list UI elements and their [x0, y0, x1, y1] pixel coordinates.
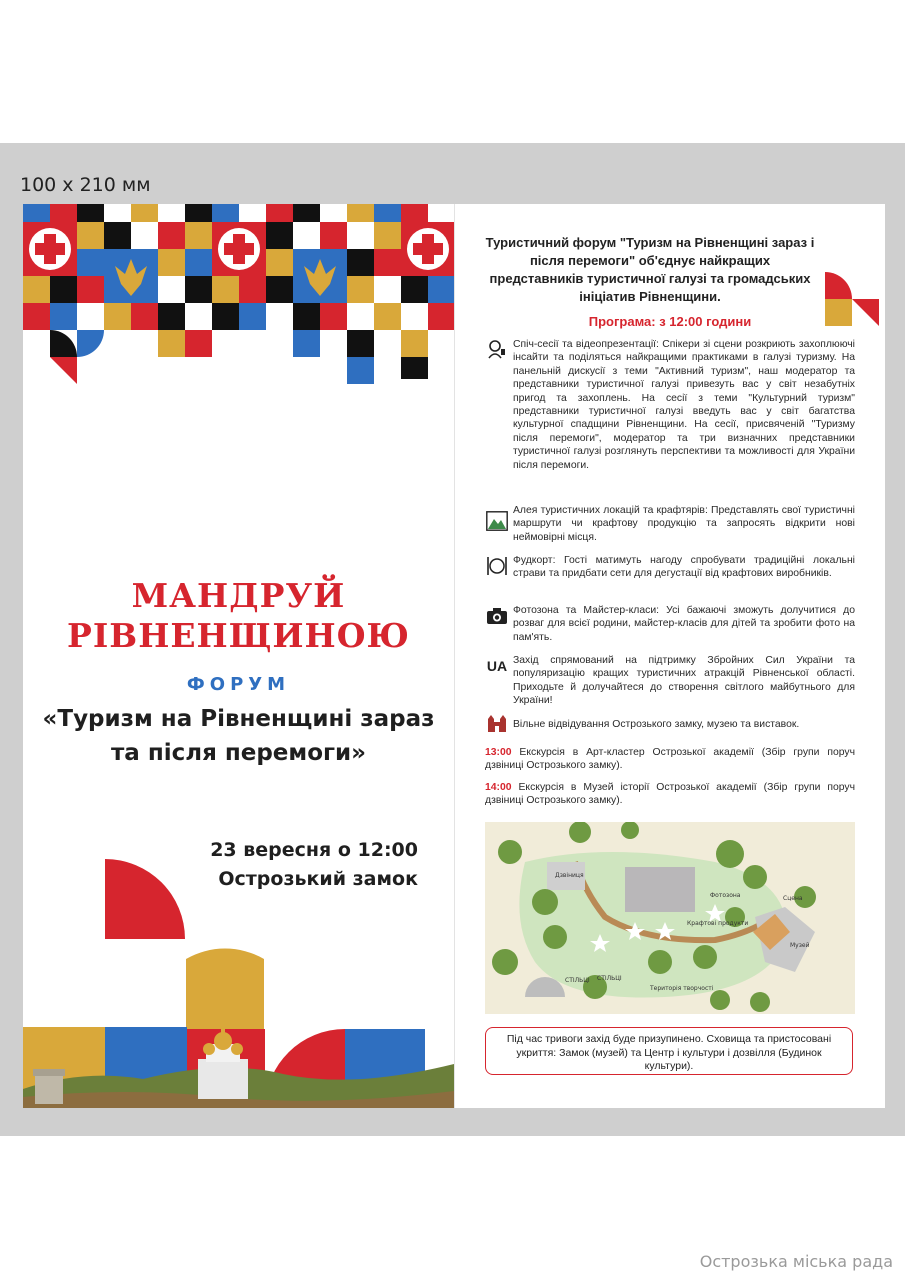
- map-label-museum: Музей: [790, 942, 810, 949]
- camera-icon: [485, 605, 509, 627]
- ua-icon: UA: [486, 658, 508, 674]
- program-item-free-visit: Вільне відвідування Острозького замку, музею та виставок.: [513, 719, 800, 730]
- air-raid-notice: Під час тривоги захід буде призупинено. Сховища та пристосовані укриття: Замок (музей) та Центр і культури і дозвілля (Будинок культури).: [485, 1027, 853, 1075]
- map-label-craft: Крафтові продукти: [687, 920, 749, 927]
- program-item-foodcourt: Фудкорт: Гості матимуть нагоду спробувати традиційні локальні страви та придбати сети для дегустації від крафтових виробників.: [513, 555, 855, 580]
- ornament-pattern: [23, 204, 454, 384]
- flyer-front-panel: [23, 204, 454, 1108]
- brand-line-1: МАНДРУЙ: [131, 576, 346, 615]
- forum-description: Туристичний форум "Туризм на Рівненщині зараз і після перемоги" об'єднує найкращих представників туристичної галузі та громадських ініціатив Рівненщини.: [485, 235, 815, 304]
- excursion-2-time: 14:00: [485, 782, 512, 793]
- source-watermark: Острозька міська рада: [699, 1252, 893, 1271]
- map-label-belfry: Дзвіниця: [555, 872, 584, 879]
- excursion-2-text: Екскурсія в Музей історії Острозької академії (Збір групи поруч дзвіниці Острозького замку).: [485, 782, 855, 807]
- cutlery-icon: [485, 555, 509, 577]
- event-date: 23 вересня о 12:00: [210, 839, 418, 861]
- mountain-icon: [485, 510, 509, 532]
- map-label-photozone: Фотозона: [710, 892, 741, 899]
- castle-icon: [485, 712, 509, 734]
- cross-ornament-2: [212, 222, 266, 276]
- cross-ornament-3: [401, 222, 454, 276]
- map-label-stage: Сцена: [783, 895, 803, 902]
- program-label: Програма: з 12:00 години: [588, 314, 752, 329]
- map-label-tables-1: СТІЛЬЦІ: [565, 977, 590, 984]
- event-map: [485, 822, 855, 1014]
- excursion-1: [485, 746, 855, 773]
- program-item-photozone: Фотозона та Майстер-класи: Усі бажаючі зможуть долучитися до розваг для всієї родини, майстер-класів для дітей та зробити фото на пам'ять.: [513, 605, 855, 643]
- excursion-1-time: 13:00: [485, 747, 512, 758]
- forum-label: ФОРУМ: [186, 674, 291, 695]
- floral-ornament-1: [104, 249, 158, 303]
- program-item-support: Захід спрямований на підтримку Збройних Сил України та популяризацію кращих туристичних атракцій Рівненської області. Приходьте й долучайтеся до створення світлого майбутнього для України!: [513, 655, 855, 707]
- event-title: «Туризм на Рівненщині зараз та після перемоги»: [42, 706, 435, 766]
- cross-ornament-1: [23, 222, 77, 276]
- program-item-craft-alley: Алея туристичних локацій та крафтярів: Представлять свої туристичні маршрути чи крафтову продукцію та запросять відкрити нові неймовірні місця.: [513, 505, 855, 543]
- size-label: 100 х 210 мм: [20, 174, 151, 196]
- map-label-tables-2: СТІЛЬЦІ: [597, 975, 622, 982]
- event-venue: Острозький замок: [218, 868, 418, 890]
- excursion-1-text: Екскурсія в Арт-кластер Острозької академії (Збір групи поруч дзвіниці Острозького замку).: [485, 747, 855, 772]
- excursion-2: [485, 781, 855, 808]
- castle-illustration: [23, 859, 454, 1108]
- floral-ornament-2: [293, 249, 347, 303]
- flyer-info-panel: [454, 204, 885, 1108]
- speaker-icon: [485, 338, 509, 360]
- brand-line-2: РІВНЕНЩИНОЮ: [67, 616, 410, 655]
- map-label-territory: Територія творчості: [650, 985, 714, 992]
- program-item-speech-sessions: Спіч-сесії та відеопрезентації: Спікери зі сцени розкриють захоплюючі інсайти та поділяться найкращими практиками в галузі туризму. На панельній дискусії з теми "Активний туризм", наш модератор та представники туристичної галузі привезуть вас у світ незабутніх пригод та захоплень. На сесії з теми "Культурний туризм" представники туристичної галузі введуть вас у світ багатства культурної спадщини Рівненщини. На сесії, присвяченій "Туризму після перемоги", модератор та три визначних представники туристичної галузі розглянуть перспективи та можливості для України після перемоги.: [513, 339, 855, 471]
